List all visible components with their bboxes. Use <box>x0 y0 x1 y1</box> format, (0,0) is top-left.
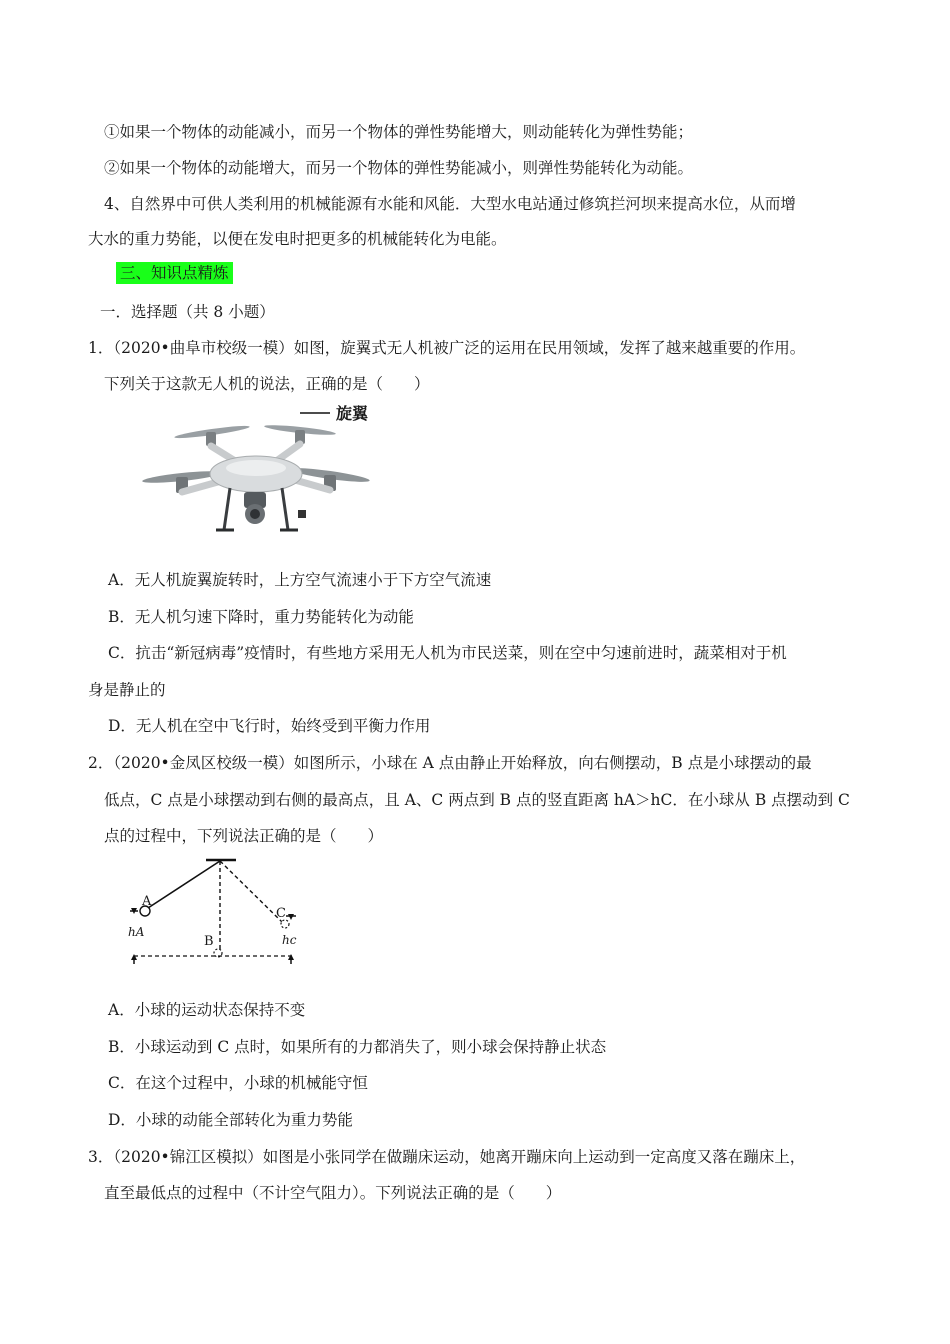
intro-paragraph-4-line-2: 大水的重力势能，以便在发电时把更多的机械能转化为电能。 <box>88 230 507 248</box>
label-h-c: hc <box>282 933 297 947</box>
q1-stem-line-1: 1．（2020•曲阜市校级一模）如图，旋翼式无人机被广泛的运用在民用领域，发挥了越来越重要的作用。 <box>88 339 806 357</box>
q1-drone-figure <box>130 402 384 542</box>
q2-pendulum-figure <box>124 856 304 968</box>
q2-option-a: A．小球的运动状态保持不变 <box>108 1001 306 1019</box>
pendulum-string-a <box>148 861 220 908</box>
label-point-b: B <box>204 934 214 949</box>
q2-option-c: C．在这个过程中，小球的机械能守恒 <box>108 1074 368 1092</box>
q1-option-b: B．无人机匀速下降时，重力势能转化为动能 <box>108 608 414 626</box>
rotor-label: 旋翼 <box>336 404 369 423</box>
q3-stem-line-1: 3．（2020•锦江区模拟）如图是小张同学在做蹦床运动，她离开蹦床向上运动到一定高度又落在蹦床上， <box>88 1148 806 1166</box>
q3-stem-line-2: 直至最低点的过程中（不计空气阻力）。下列说法正确的是（ ） <box>104 1184 562 1202</box>
q2-option-d: D．小球的动能全部转化为重力势能 <box>108 1111 353 1129</box>
q1-option-c-line-2: 身是静止的 <box>88 681 166 699</box>
q2-stem-line-1: 2．（2020•金凤区校级一模）如图所示，小球在 A 点由静止开始释放，向右侧摆动，B 点是小球摆动的最 <box>88 754 812 772</box>
q1-option-a: A．无人机旋翼旋转时，上方空气流速小于下方空气流速 <box>108 571 492 589</box>
q1-stem-line-2: 下列关于这款无人机的说法，正确的是（ ） <box>104 375 430 393</box>
label-h-a: hA <box>128 925 145 939</box>
q2-stem-line-3: 点的过程中，下列说法正确的是（ ） <box>104 827 384 845</box>
q2-stem-line-2: 低点，C 点是小球摆动到右侧的最高点，且 A、C 两点到 B 点的竖直距离 hA＞hC．在小球从 B 点摆动到 C <box>104 791 850 809</box>
q1-option-c-line-1: C．抗击“新冠病毒”疫情时，有些地方采用无人机为市民送菜，则在空中匀速前进时，蔬菜相对于机 <box>108 644 787 662</box>
section-title <box>116 263 233 283</box>
label-point-a: A <box>142 894 152 909</box>
label-point-c: C <box>276 906 286 921</box>
section-title-highlight: 三、知识点精炼 <box>116 262 233 284</box>
q1-option-d: D．无人机在空中飞行时，始终受到平衡力作用 <box>108 717 431 735</box>
q2-option-b: B．小球运动到 C 点时，如果所有的力都消失了，则小球会保持静止状态 <box>108 1038 607 1056</box>
intro-line-2: ②如果一个物体的动能增大，而另一个物体的弹性势能减小，则弹性势能转化为动能。 <box>104 159 694 177</box>
intro-paragraph-4-line-1: 4、自然界中可供人类利用的机械能源有水能和风能．大型水电站通过修筑拦河坝来提高水位，从而增 <box>104 195 796 213</box>
section-subtitle: 一．选择题（共 8 小题） <box>100 303 275 321</box>
intro-line-1: ①如果一个物体的动能减小，而另一个物体的弹性势能增大，则动能转化为弹性势能； <box>104 123 694 141</box>
